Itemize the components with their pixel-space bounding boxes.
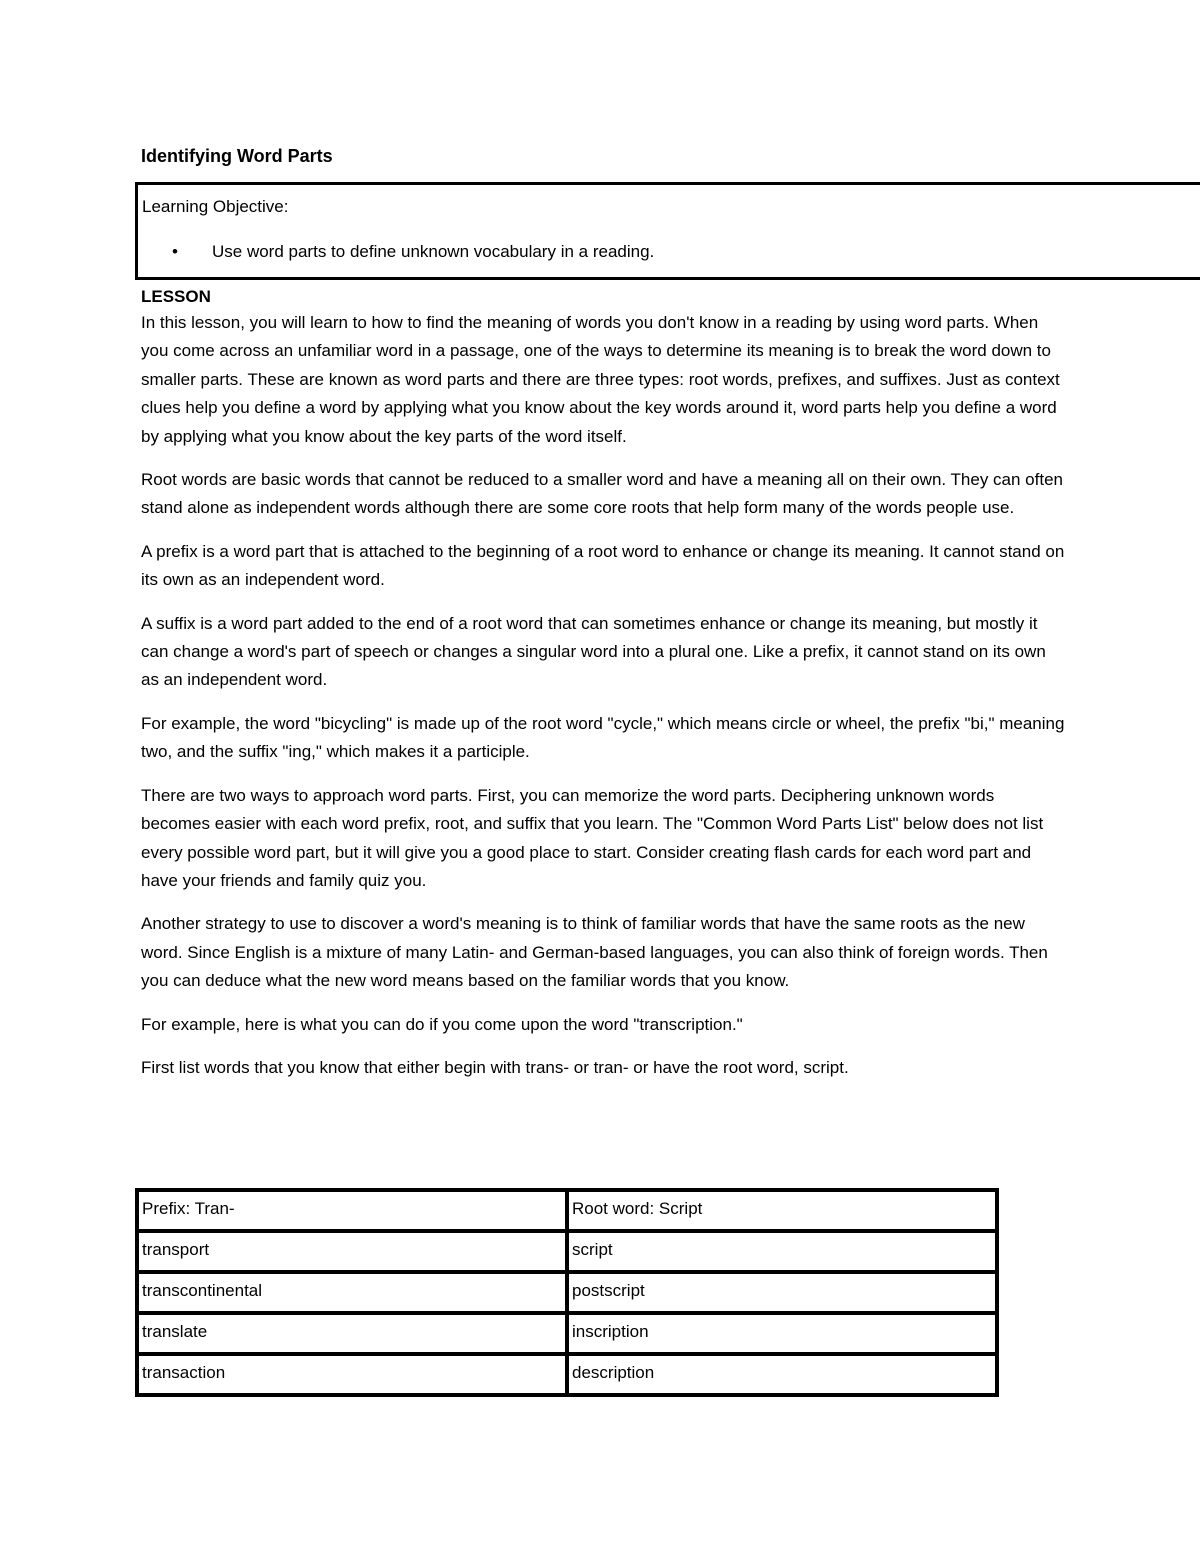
table-cell: transport — [137, 1231, 567, 1272]
table-row — [137, 1313, 997, 1354]
objective-text: Use word parts to define unknown vocabulary in a reading. — [212, 242, 655, 261]
lesson-paragraph: For example, here is what you can do if you come upon the word "transcription." — [141, 1014, 743, 1034]
table-cell: transcontinental — [137, 1272, 567, 1313]
bullet-icon: • — [172, 242, 178, 261]
table-row — [137, 1272, 997, 1313]
table-row — [137, 1231, 997, 1272]
lesson-paragraph: In this lesson, you will learn to how to find the meaning of words you don't know in a reading by using word parts. When you come across an unfamiliar word in a passage, one of the ways to determine its meaning is to break the word down to smaller parts. These are known as word parts and there are three types: root words, prefixes, and suffixes. Just as context clues help you define a word by applying what you know about the key words around it, word parts help you define a word by applying what you know about the key parts of the word itself. — [141, 313, 1060, 446]
table-row — [137, 1354, 997, 1395]
lesson-paragraph: Another strategy to use to discover a word's meaning is to think of familiar words that have the same roots as the new word. Since English is a mixture of many Latin- and German-based languages, you can also think of foreign words. Then you can deduce what the new word means based on the familiar words that you know. — [141, 914, 1048, 991]
table-header-row — [137, 1190, 997, 1231]
lesson-paragraph: A prefix is a word part that is attached to the beginning of a root word to enhance or change its meaning. It cannot stand on its own as an independent word. — [141, 541, 1065, 590]
table-cell: translate — [137, 1313, 567, 1354]
objective-heading: Learning Objective: — [142, 197, 289, 216]
table-cell: description — [567, 1354, 997, 1395]
table-cell: script — [567, 1231, 997, 1272]
lesson-paragraph: A suffix is a word part added to the end of a root word that can sometimes enhance or change its meaning, but mostly it can change a word's part of speech or changes a singular word into a plural one. Like a prefix, it cannot stand on its own as an independent word. — [141, 613, 1046, 690]
table-header-cell: Root word: Script — [567, 1190, 997, 1231]
word-parts-table — [135, 1188, 999, 1397]
learning-objective-box — [135, 182, 1200, 280]
lesson-heading: LESSON — [141, 287, 211, 306]
lesson-paragraph: For example, the word "bicycling" is made up of the root word "cycle," which means circle or wheel, the prefix "bi," meaning two, and the suffix "ing," which makes it a participle. — [141, 713, 1065, 762]
lesson-paragraph: There are two ways to approach word parts. First, you can memorize the word parts. Deciphering unknown words becomes easier with each word prefix, root, and suffix that you learn. The "Common Word Parts List" below does not list every possible word part, but it will give you a good place to start. Consider creating flash cards for each word part and have your friends and family quiz you. — [141, 785, 1044, 890]
table-cell: transaction — [137, 1354, 567, 1395]
table-header-cell: Prefix: Tran- — [137, 1190, 567, 1231]
lesson-paragraph: Root words are basic words that cannot be reduced to a smaller word and have a meaning all on their own. They can often stand alone as independent words although there are some core roots that help form many of the words people use. — [141, 470, 1063, 518]
page-title: Identifying Word Parts — [141, 146, 333, 166]
table-cell: postscript — [567, 1272, 997, 1313]
lesson-paragraph: First list words that you know that either begin with trans- or tran- or have the root word, script. — [141, 1057, 849, 1077]
table-cell: inscription — [567, 1313, 997, 1354]
lesson-section — [141, 285, 1066, 1097]
